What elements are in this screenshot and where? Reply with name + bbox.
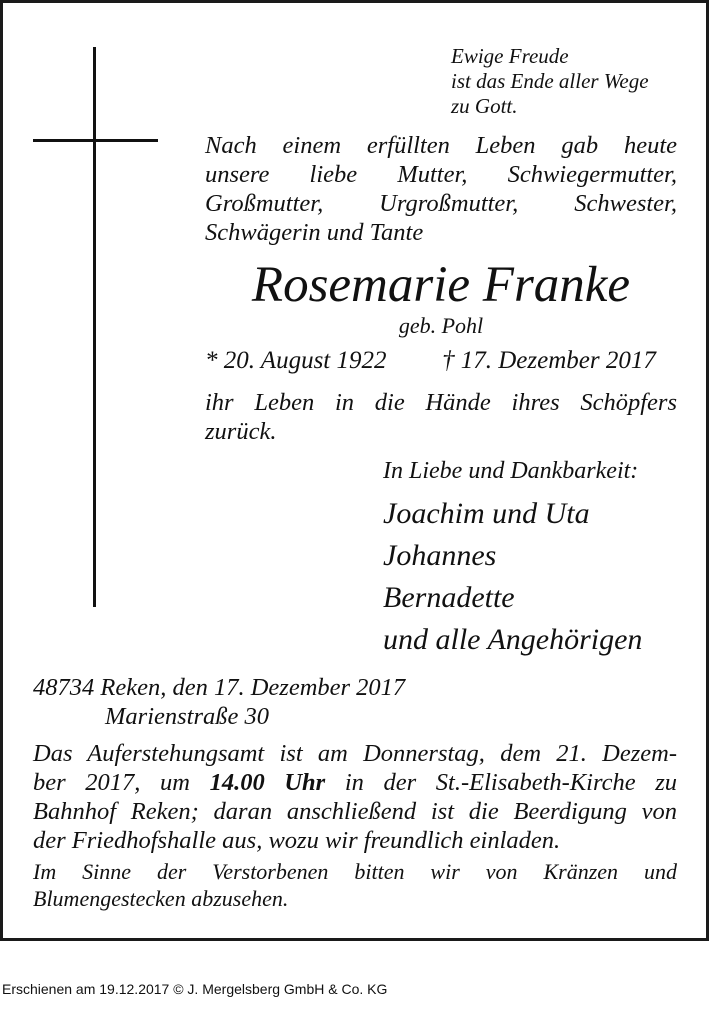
notice-line: Bahnhof Reken; daran anschließend ist die Beerdigung von bbox=[33, 798, 677, 825]
cross-icon bbox=[93, 47, 96, 607]
thanks-line: In Liebe und Dankbarkeit: bbox=[383, 458, 639, 484]
notice-line: Das Auferstehungsamt ist am Donnerstag, dem 21. Dezem- bbox=[33, 740, 677, 767]
motto bbox=[451, 44, 691, 119]
wish-line: Im Sinne der Verstorbenen bitten wir von Kränzen und bbox=[33, 859, 677, 884]
mourner-name: Joachim und Uta bbox=[383, 497, 590, 530]
motto-line: zu Gott. bbox=[451, 94, 518, 118]
birth-date: * 20. August 1922 bbox=[205, 347, 387, 374]
notice-text: ber 2017, um bbox=[33, 769, 190, 796]
mourner-name: Johannes bbox=[383, 539, 497, 572]
notice-line bbox=[33, 768, 677, 797]
funeral-time: 14.00 Uhr bbox=[209, 769, 326, 796]
notice-line: der Friedhofshalle aus, wozu wir freundlich einladen. bbox=[33, 827, 561, 854]
publication-footer: Erschienen am 19.12.2017 © J. Mergelsberg GmbH & Co. KG bbox=[2, 981, 388, 997]
passage-text bbox=[205, 388, 677, 446]
born-name: geb. Pohl bbox=[398, 313, 484, 338]
cross-icon-bar bbox=[33, 139, 158, 142]
intro-line: Schwägerin und Tante bbox=[205, 219, 424, 246]
mourner-name: und alle Angehörigen bbox=[383, 623, 643, 656]
wish-line: Blumengestecken abzusehen. bbox=[33, 886, 289, 911]
death-date: † 17. Dezember 2017 bbox=[442, 347, 656, 374]
deceased-name: Rosemarie Franke bbox=[251, 257, 631, 313]
notice-text: in der St.-Elisabeth-Kirche zu bbox=[344, 769, 678, 796]
motto-line: Ewige Freude bbox=[451, 44, 569, 68]
place-date: 48734 Reken, den 17. Dezember 2017 bbox=[33, 674, 406, 701]
flowers-wish bbox=[33, 858, 677, 912]
intro-line: Großmutter, Urgroßmutter, Schwester, bbox=[205, 190, 677, 217]
motto-line: ist das Ende aller Wege bbox=[451, 69, 649, 93]
intro-line: Nach einem erfüllten Leben gab heute bbox=[205, 132, 677, 159]
street-address: Marienstraße 30 bbox=[105, 703, 269, 730]
intro-text bbox=[205, 131, 677, 247]
intro-line: unsere liebe Mutter, Schwiegermutter, bbox=[205, 161, 677, 188]
passage-line: ihr Leben in die Hände ihres Schöpfers bbox=[205, 389, 677, 416]
funeral-notice bbox=[33, 739, 677, 855]
mourners-list bbox=[383, 493, 703, 661]
mourner-name: Bernadette bbox=[383, 581, 515, 614]
passage-line: zurück. bbox=[205, 418, 277, 445]
